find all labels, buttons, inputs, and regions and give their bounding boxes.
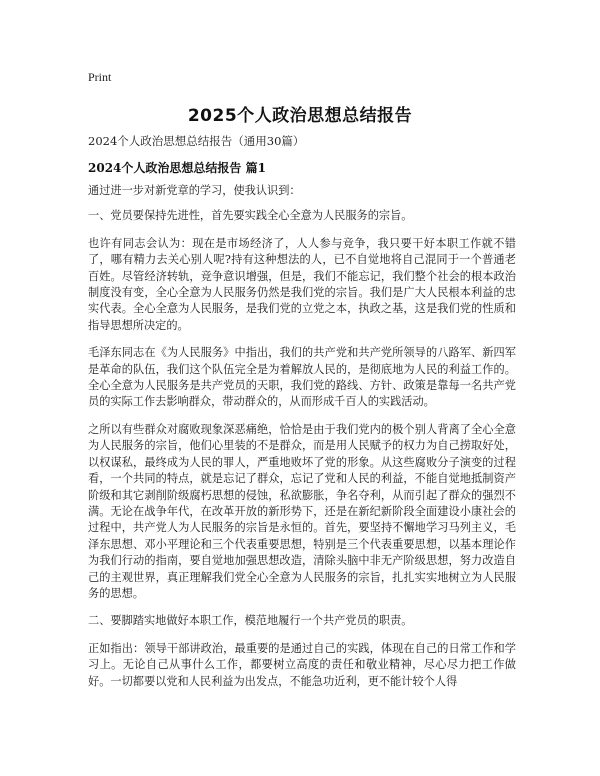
print-label: Print xyxy=(88,70,112,84)
paragraph: 通过进一步对新党章的学习，使我认识到： xyxy=(88,184,301,197)
document-subtitle: 2024个人政治思想总结报告（通用30篇） xyxy=(88,134,305,148)
paragraph: 二、要脚踏实地做好本职工作，模范地履行一个共产党员的职责。 xyxy=(88,614,413,628)
paragraph: 正如指出：领导干部讲政治，最重要的是通过自己的实践，体现在自己的日常工作和学习上。无论自己从事什么工作，都要树立高度的责任和敬业精神，尽心尽力把工作做好。一切都要以党和人民利益为出发点，不能急功近利，更不能计较个人得 xyxy=(88,641,516,688)
paragraph: 一、党员要保持先进性，首先要实践全心全意为人民服务的宗旨。 xyxy=(88,209,413,223)
section-heading: 2024个人政治思想总结报告 篇1 xyxy=(88,161,266,175)
paragraph: 也许有同志会认为：现在是市场经济了，人人参与竞争，我只要干好本职工作就不错了，哪有精力去关心别人呢?持有这种想法的人，已不自觉地将自己混同于一个普通老百姓。尽管经济转轨，竞争意识增强，但是，我们不能忘记，我们整个社会的根本政治制度没有变，全心全意为人民服务仍然是我们党的宗旨。我们是广大人民根本利益的忠实代表。全心全意为人民服务，是我们党的立党之本，执政之基，这是我们党的性质和指导思想所决定的。 xyxy=(88,236,516,332)
page-title: 2025个人政治思想总结报告 xyxy=(187,106,413,126)
paragraph: 毛泽东同志在《为人民服务》中指出，我们的共产党和共产党所领导的八路军、新四军是革命的队伍，我们这个队伍完全是为着解放人民的，是彻底地为人民的利益工作的。全心全意为人民服务是共产党员的天职，我们党的路线、方针、政策是靠每一名共产党员的实际工作去影响群众，带动群众的，从而形成千百人的实践活动。 xyxy=(88,346,516,409)
paragraph: 之所以有些群众对腐败现象深恶痛绝，恰恰是由于我们党内的极个别人背离了全心全意为人民服务的宗旨，他们心里装的不是群众，而是用人民赋予的权力为自己捞取好处，以权谋私，最终成为人民的罪人，严重地败坏了党的形象。从这些腐败分子演变的过程看，一个共同的特点，就是忘记了群众，忘记了党和人民的利益，不能自觉地抵制资产阶级和其它剥削阶级腐朽思想的侵蚀，私欲膨胀，争名夺利，从而引起了群众的强烈不满。无论在战争年代，在改革开放的新形势下，还是在新纪新阶段全面建设小康社会的过程中，共产党人为人民服务的宗旨是永恒的。首先，要坚持不懈地学习马列主义，毛泽东思想、邓小平理论和三个代表重要思想，特别是三个代表重要思想，以基本理论作为我们行动的指南，要自觉地加强思想改造，清除头脑中非无产阶级思想，努力改造自己的主观世界，真正理解我们党全心全意为人民服务的宗旨，扎扎实实地树立为人民服务的思想。 xyxy=(88,422,516,600)
document-body xyxy=(88,183,516,701)
